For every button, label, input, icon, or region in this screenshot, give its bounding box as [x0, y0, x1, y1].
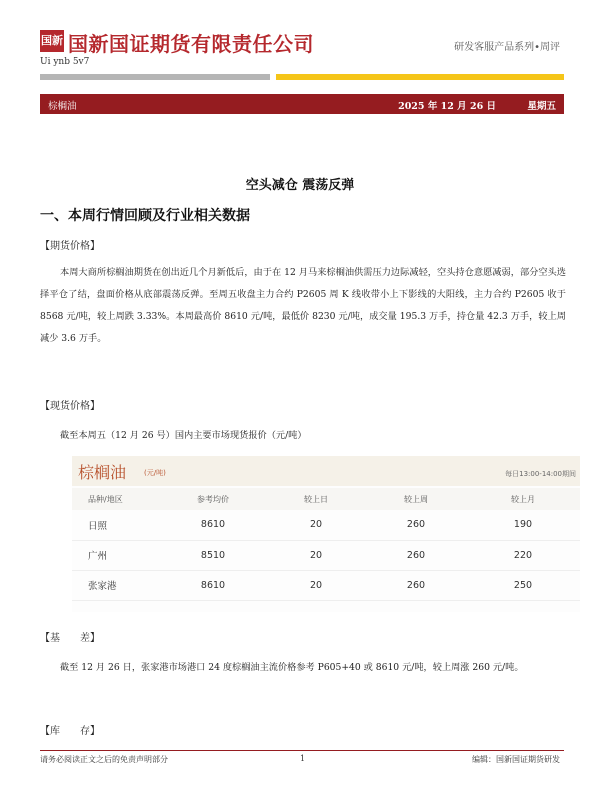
table-row: [72, 540, 580, 570]
banner-date: 2025 年 12 月 26 日: [398, 101, 496, 112]
company-logo: 国新: [40, 30, 64, 52]
price-cell: 8610: [160, 510, 266, 540]
price-cell: 8510: [160, 540, 266, 570]
table-row: [72, 570, 580, 600]
section-heading: 一、本周行情回顾及行业相关数据: [40, 208, 250, 224]
spot-price-table-card: [72, 456, 580, 612]
header-yellow-bar: [276, 74, 564, 80]
column-header: 较上周: [366, 488, 466, 510]
report-title: 空头减仓 震荡反弹: [245, 178, 355, 193]
header-grey-bar: [40, 74, 270, 80]
table-row: [72, 510, 580, 540]
inventory-tag: 【库 存】: [40, 726, 100, 737]
futures-price-tag: 【期货价格】: [40, 241, 100, 252]
region-cell: 广州: [72, 540, 160, 570]
table-header-row: [72, 488, 580, 510]
footer-editor: 编辑：国新国证期货研发: [472, 755, 560, 764]
report-series: 研发客服产品系列•周评: [454, 42, 560, 53]
company-subtag: Ui ynb 5v7: [40, 57, 90, 67]
spot-unit: (元/吨): [144, 469, 166, 477]
day-change-cell: 20: [266, 570, 366, 600]
week-change-cell: 260: [366, 570, 466, 600]
banner-product: 棕榈油: [48, 101, 77, 112]
company-name: 国新国证期货有限责任公司: [68, 32, 314, 56]
spot-price-tag: 【现货价格】: [40, 401, 100, 412]
week-change-cell: 260: [366, 510, 466, 540]
column-header: 较上月: [466, 488, 580, 510]
region-cell: 张家港: [72, 570, 160, 600]
spot-caption: 截至本周五（12 月 26 号）国内主要市场现货报价（元/吨）: [60, 430, 307, 441]
column-header: 参考均价: [160, 488, 266, 510]
month-change-cell: 250: [466, 570, 580, 600]
day-change-cell: 20: [266, 510, 366, 540]
report-banner: [40, 94, 564, 114]
region-cell: 日照: [72, 510, 160, 540]
column-header: 较上日: [266, 488, 366, 510]
footer-divider: [40, 750, 564, 751]
spot-time-note: 每日13:00-14:00期间: [505, 470, 576, 478]
footer-disclaimer: 请务必阅读正文之后的免责声明部分: [40, 755, 168, 764]
page-number: 1: [300, 754, 306, 763]
week-change-cell: 260: [366, 540, 466, 570]
day-change-cell: 20: [266, 540, 366, 570]
price-cell: 8610: [160, 570, 266, 600]
banner-weekday: 星期五: [527, 101, 556, 112]
basis-tag: 【基 差】: [40, 633, 100, 644]
basis-paragraph: 截至 12 月 26 日，张家港市场港口 24 度棕榈油主流价格参考 P605+40 或 8610 元/吨，较上周涨 260 元/吨。: [60, 662, 524, 673]
futures-price-paragraph: 本周大商所棕榈油期货在创出近几个月新低后，由于在 12 月马来棕榈油供需压力边际减轻，空头持仓意愿减弱，部分空头选择平仓了结，盘面价格从底部震荡反弹。至周五收盘主力合约 P2605 周 K 线收带小上下影线的大阳线，主力合约 P2605 收于 8568 元/吨，较上周跌 3.33%。本周最高价 8610 元/吨，最低价 8230 元/吨，成交量 195.3 万手，持仓量 42.3 万手，较上周减少 3.6 万手。: [40, 267, 566, 344]
month-change-cell: 220: [466, 540, 580, 570]
spot-product-name: 棕榈油: [78, 463, 127, 482]
column-header: 品种/地区: [72, 488, 160, 510]
spot-table-header-band: [72, 456, 580, 486]
month-change-cell: 190: [466, 510, 580, 540]
spot-price-table: [72, 488, 580, 601]
